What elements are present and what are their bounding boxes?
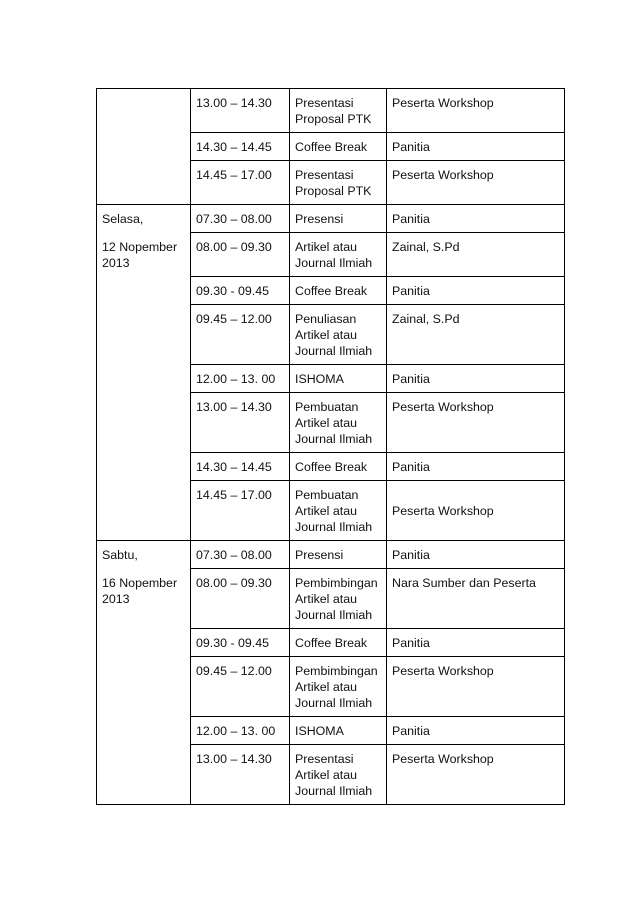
activity-cell: Presentasi Proposal PTK	[290, 161, 387, 205]
time-cell: 14.45 – 17.00	[191, 161, 290, 205]
time-cell: 14.30 – 14.45	[191, 133, 290, 161]
activity-cell: Presentasi Proposal PTK	[290, 89, 387, 133]
time-cell: 13.00 – 14.30	[191, 89, 290, 133]
activity-cell: Presensi	[290, 541, 387, 569]
time-cell: 08.00 – 09.30	[191, 569, 290, 629]
activity-cell: Coffee Break	[290, 453, 387, 481]
day-date: 16 Nopember 2013	[102, 576, 178, 606]
person-cell: Panitia	[387, 453, 565, 481]
person-cell: Peserta Workshop	[387, 481, 565, 541]
activity-cell: Presensi	[290, 205, 387, 233]
activity-cell: Penuliasan Artikel atau Journal Ilmiah	[290, 305, 387, 365]
activity-cell: ISHOMA	[290, 365, 387, 393]
day-cell	[97, 205, 191, 541]
time-cell: 13.00 – 14.30	[191, 393, 290, 453]
time-cell: 07.30 – 08.00	[191, 205, 290, 233]
time-cell: 07.30 – 08.00	[191, 541, 290, 569]
person-cell: Panitia	[387, 717, 565, 745]
person-cell: Zainal, S.Pd	[387, 233, 565, 277]
activity-cell: ISHOMA	[290, 717, 387, 745]
activity-cell: Coffee Break	[290, 277, 387, 305]
person-cell: Peserta Workshop	[387, 161, 565, 205]
table-row	[97, 205, 565, 233]
person-cell: Panitia	[387, 277, 565, 305]
person-cell: Peserta Workshop	[387, 89, 565, 133]
activity-cell: Pembimbingan Artikel atau Journal Ilmiah	[290, 569, 387, 629]
person-cell: Peserta Workshop	[387, 657, 565, 717]
activity-cell: Coffee Break	[290, 629, 387, 657]
time-cell: 12.00 – 13. 00	[191, 365, 290, 393]
person-cell: Panitia	[387, 365, 565, 393]
time-cell: 09.30 - 09.45	[191, 629, 290, 657]
day-name: Selasa,	[102, 212, 144, 226]
time-cell: 08.00 – 09.30	[191, 233, 290, 277]
activity-cell: Pembuatan Artikel atau Journal Ilmiah	[290, 393, 387, 453]
time-cell: 09.45 – 12.00	[191, 305, 290, 365]
time-cell: 14.30 – 14.45	[191, 453, 290, 481]
person-cell: Panitia	[387, 133, 565, 161]
person-cell: Panitia	[387, 541, 565, 569]
time-cell: 14.45 – 17.00	[191, 481, 290, 541]
day-cell	[97, 89, 191, 205]
time-cell: 12.00 – 13. 00	[191, 717, 290, 745]
time-cell: 13.00 – 14.30	[191, 745, 290, 805]
person-cell: Zainal, S.Pd	[387, 305, 565, 365]
day-cell	[97, 541, 191, 805]
table-row	[97, 541, 565, 569]
table-row	[97, 89, 565, 133]
time-cell: 09.45 – 12.00	[191, 657, 290, 717]
person-cell: Panitia	[387, 205, 565, 233]
person-cell: Panitia	[387, 629, 565, 657]
activity-cell: Pembimbingan Artikel atau Journal Ilmiah	[290, 657, 387, 717]
day-name: Sabtu,	[102, 548, 138, 562]
person-cell: Peserta Workshop	[387, 745, 565, 805]
person-cell: Nara Sumber dan Peserta	[387, 569, 565, 629]
day-date: 12 Nopember 2013	[102, 240, 178, 270]
activity-cell: Coffee Break	[290, 133, 387, 161]
person-cell: Peserta Workshop	[387, 393, 565, 453]
time-cell: 09.30 - 09.45	[191, 277, 290, 305]
activity-cell: Presentasi Artikel atau Journal Ilmiah	[290, 745, 387, 805]
schedule-table	[96, 88, 565, 805]
activity-cell: Artikel atau Journal Ilmiah	[290, 233, 387, 277]
activity-cell: Pembuatan Artikel atau Journal Ilmiah	[290, 481, 387, 541]
